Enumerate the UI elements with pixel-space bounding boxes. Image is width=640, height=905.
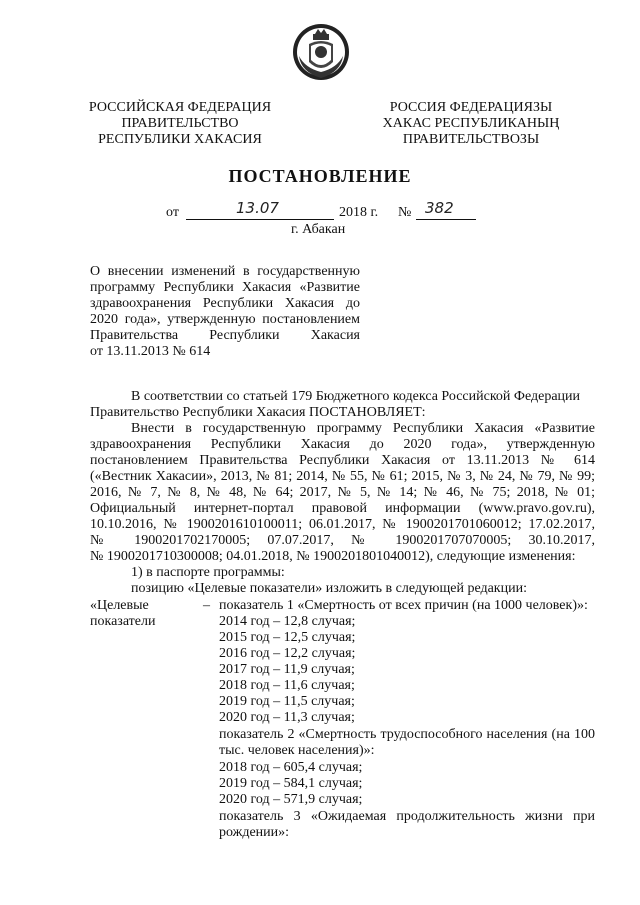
- subject-block: [90, 264, 360, 360]
- subject-line: Правительства Республики Хакасия: [90, 328, 360, 343]
- body-p1-line: Правительство Республики Хакасия ПОСТАНОВЛЯЕТ:: [90, 405, 426, 420]
- body-p2-line: Официальный интернет-портал правовой информации (www.pravo.gov.ru),: [90, 501, 595, 516]
- body-p2-line: здравоохранения Республики Хакасия до 2020 года», утвержденную: [90, 437, 595, 452]
- table-dash: –: [203, 598, 210, 613]
- indicator-1-value: 2016 год – 12,2 случая;: [219, 646, 356, 661]
- body-p2-line: № 1900201710300008; 04.01.2018, № 1900201801040012), следующие изменения:: [90, 549, 576, 564]
- subject-line: здравоохранения Республики Хакасия до: [90, 296, 360, 311]
- year-suffix: 2018 г.: [339, 205, 379, 220]
- date-underline: [186, 219, 334, 220]
- body-p2-line: («Вестник Хакасии», 2013, № 81; 2014, № 55, № 61; 2015, № 3, № 24, № 79, № 99;: [90, 469, 595, 484]
- indicator-1-value: 2019 год – 11,5 случая;: [219, 694, 355, 709]
- subject-line: 2020 года», утвержденную постановлением: [90, 312, 360, 327]
- indicator-2-value: 2020 год – 571,9 случая;: [219, 792, 363, 807]
- indicator-1-value: 2020 год – 11,3 случая;: [219, 710, 355, 725]
- subject-line: программу Республики Хакасия «Развитие: [90, 280, 360, 295]
- indicator-1-title: показатель 1 «Смертность от всех причин (на 1000 человек)»:: [219, 598, 588, 613]
- date-handwritten: 13.07: [236, 199, 279, 217]
- indicator-1-value: 2017 год – 11,9 случая;: [219, 662, 355, 677]
- number-underline: [416, 219, 476, 220]
- indicator-3-title-cont: рождении»:: [219, 825, 290, 840]
- header-left-line: РОССИЙСКАЯ ФЕДЕРАЦИЯ: [88, 100, 272, 115]
- body-p2-line: постановлением Правительства Республики Хакасия от 13.11.2013 № 614: [90, 453, 595, 468]
- document-title: ПОСТАНОВЛЕНИЕ: [228, 166, 412, 186]
- coat-of-arms-emblem: [291, 22, 351, 82]
- city: г. Абакан: [291, 222, 346, 237]
- table-left-label: показатели: [90, 614, 156, 629]
- body-p2-line: 10.10.2016, № 1900201610100011; 06.01.2017, № 1900201701060012; 17.02.2017,: [90, 517, 595, 532]
- header-right-line: РОССИЯ ФЕДЕРАЦИЯЗЫ: [389, 100, 553, 115]
- header-left-line: ПРАВИТЕЛЬСТВО: [121, 116, 239, 131]
- body-p2-line: 2016, № 7, № 8, № 48, № 64; 2017, № 5, № 14; № 46, № 75; 2018, № 01;: [90, 485, 595, 500]
- subject-line: от 13.11.2013 № 614: [90, 344, 211, 359]
- date-prefix: от: [166, 205, 179, 220]
- body-item1: 1) в паспорте программы:: [131, 565, 285, 580]
- header-right-line: ХАКАС РЕСПУБЛИКАНЫҢ: [382, 116, 560, 131]
- number-prefix: №: [398, 205, 412, 220]
- body-item1a: позицию «Целевые показатели» изложить в следующей редакции:: [131, 581, 527, 596]
- subject-line: О внесении изменений в государственную: [90, 264, 360, 279]
- indicator-1-value: 2014 год – 12,8 случая;: [219, 614, 356, 629]
- body-p2-line: № 1900201702170005; 07.07.2017, № 1900201707070005; 30.10.2017,: [90, 533, 595, 548]
- header-left-line: РЕСПУБЛИКИ ХАКАСИЯ: [98, 132, 262, 147]
- indicator-2-title-cont: тыс. человек населения)»:: [219, 743, 375, 758]
- number-handwritten: 382: [425, 199, 454, 217]
- header-left: [70, 100, 290, 148]
- body-p2-line: Внести в государственную программу Республики Хакасия «Развитие: [131, 421, 595, 436]
- indicator-1-value: 2015 год – 12,5 случая;: [219, 630, 356, 645]
- header-right: [356, 100, 586, 148]
- indicator-3-title: показатель 3 «Ожидаемая продолжительность жизни при: [219, 809, 595, 824]
- header-right-line: ПРАВИТЕЛЬСТВОЗЫ: [402, 132, 540, 147]
- indicator-2-value: 2018 год – 605,4 случая;: [219, 760, 363, 775]
- indicator-2-value: 2019 год – 584,1 случая;: [219, 776, 363, 791]
- table-left-label: «Целевые: [90, 598, 149, 613]
- indicator-1-value: 2018 год – 11,6 случая;: [219, 678, 355, 693]
- indicator-2-title: показатель 2 «Смертность трудоспособного населения (на 100: [219, 727, 595, 742]
- body-p1-line: В соответствии со статьей 179 Бюджетного кодекса Российской Федерации: [131, 389, 581, 404]
